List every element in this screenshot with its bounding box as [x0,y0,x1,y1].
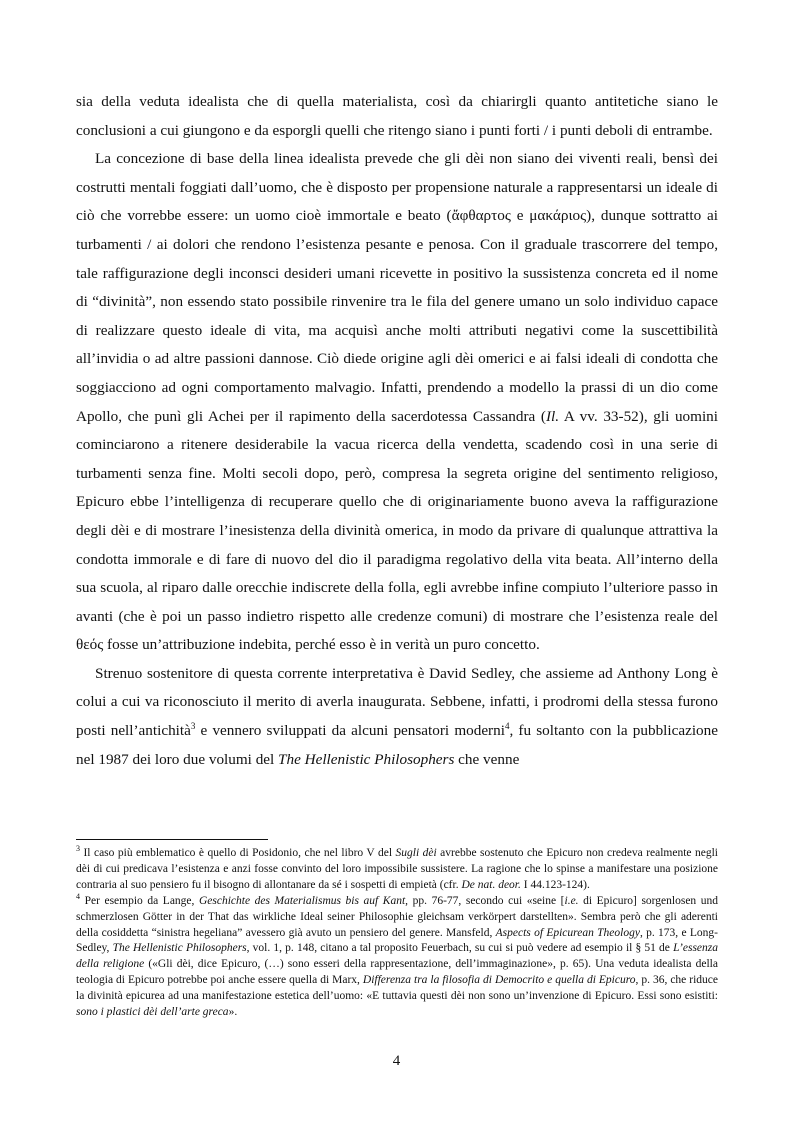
footnote-4-text-h: ». [228,1006,238,1019]
footnote-4-number: 4 [76,891,80,901]
footnote-4-title-1: Geschichte des Materialismus bis auf Kant [198,894,406,907]
paragraph-2 [76,145,718,660]
footnote-3-text-b: avrebbe sostenuto che Epicuro non credeva realmente negli dèi di cui predicava l’esistenza e anzi fosse convinto del loro impossibile sussistere. La ragione che lo spinse a manifestare una posizione contraria al suo pensiero fu il bisogno di allontanare da sé i sospetti di empietà (cfr. [76,847,718,891]
paragraph-1-text: sia della veduta idealista che di quella materialista, così da chiarirgli quanto antitetiche siano le conclusioni a cui giungono e da esporgli quelli che ritengo siano i punti forti / i punti deboli di entrambe. [76,93,718,139]
footnote-ref-4[interactable]: 4 [504,721,510,731]
page-body [76,88,718,774]
footnote-separator [76,839,268,840]
page-number: 4 [392,1053,401,1069]
footnote-3-title: Sugli dèi [395,847,437,859]
paragraph-2-text-a: La concezione di base della linea idealista prevede che gli dèi non siano dei viventi reali, bensì dei costrutti mentali foggiati dall’uomo, che è disposto per propensione naturale a rappresentarsi un ideale di ciò che vorrebbe essere: un uomo cioè immortale e beato (ἄφθαρτος e μακάριος), dunque sottratto ai turbamenti / ai dolori che rendono l’esistenza pesante e penosa. Con il graduale trascorrere del tempo, tale raffigurazione degli inconsci desideri umani ricevette in positivo la sussistenza concreta ed il nome di “divinità”, non essendo stato possibile rinvenire tra le fila del genere umano un solo individuo capace di realizzare questo ideale di vita, ma acquisì anche molti attributi negativi come la suscettibilità all’invidia o ad altre passioni dannose. Ciò diede origine agli dèi omerici e ai falsi ideali di condotta che soggiacciono ad ogni comportamento malvagio. Infatti, prendendo a modello la prassi di un dio come Apollo, che punì gli Achei per il rapimento della sacerdotessa Cassandra ( [76,150,718,425]
footnote-4-text-e: , vol. 1, p. 148, citano a tal proposito Feuerbach, su cui si può vedere ad esempio il § 51 de [246,942,674,955]
footnote-4-text-c: di Epicuro] sorgenlosen und schmerzlosen Götter in der That das wirkliche Ideal seiner Philosophie gleichsam verkörpert darstellten». Sembra però che gli aderenti della cosiddetta “sinistra hegeliana” avessero già avuto un pensiero del genere. Mansfeld, [76,894,718,939]
footnote-3-ref: De nat. deor. [461,878,521,891]
paragraph-3-text-a: Strenuo sostenitore di questa corrente interpretativa è David Sedley, che assieme ad Anthony Long è colui a cui va riconosciuto il merito di averla inaugurata. Sebbene, infatti, i prodromi della stessa furono posti nell’antichità [76,664,718,740]
footnote-4-text-b: , pp. 76-77, secondo cui «seine [ [405,894,565,907]
book-title: The Hellenistic Philosophers [278,750,455,768]
footnote-4-text-f: («Gli dèi, dice Epicuro, (…) sono esseri della rappresentazione, dell’immaginazione», p. 65). Una veduta idealista della teologia di Epicuro potrebbe poi anche essere quella di Marx, [76,958,718,987]
paragraph-3 [76,660,718,774]
footnote-3-number: 3 [76,844,80,854]
footnote-3-text-a: Il caso più emblematico è quello di Posidonio, che nel libro V del [80,847,396,859]
paragraph-3-text-d: che venne [454,750,520,768]
footnote-4-text-g: , p. 36, che riduce la divinità epicurea ad una manifestazione estetica dell’uomo: «E tuttavia questi dèi non sono un’invenzione di Epicuro. Essi sono esistiti: [76,974,719,1003]
footnote-4-text-a: Per esempio da Lange, [80,894,199,907]
footnote-4 [76,891,719,1021]
paragraph-3-text-c: , fu soltanto con la pubblicazione nel 1987 dei loro due volumi del [76,722,718,768]
footnote-4-title-4: L’essenza della religione [76,942,718,971]
iliad-abbrev: Il. [546,407,560,425]
footnote-3 [76,846,718,894]
footnotes [76,846,718,1021]
paragraph-3-text-b: e vennero sviluppati da alcuni pensatori moderni [195,722,505,740]
footnote-4-title-2: Aspects of Epicurean Theology [495,926,640,939]
paragraph-2-text-b: A vv. 33-52), gli uomini cominciarono a ritenere desiderabile la vacua ricerca della vendetta, scadendo così in una serie di turbamenti senza fine. Molti secoli dopo, però, compresa la segreta origine del sentimento religioso, Epicuro ebbe l’intelligenza di recuperare quello che di originariamente buono aveva la raffigurazione degli dèi e di mostrare l’inesistenza della divinità omerica, in modo da privare di qualunque attrattiva la condotta immorale e di fare di nuovo del dio il paradigma regolativo della vita beata. All’interno della sua scuola, al riparo dalle orecchie indiscrete della folla, egli avrebbe infine compiuto l’ulteriore passo in avanti (che è poi un passo indietro rispetto alle credenze comuni) di mostrare che l’esistenza reale del θεός fosse un’attribuzione indebita, perché esso è in verità un puro concetto. [76,407,718,654]
footnote-4-title-5: Differenza tra la filosofia di Democrito e quella di Epicuro [362,974,636,987]
footnote-ref-3[interactable]: 3 [190,721,196,731]
paragraph-1 [76,88,718,145]
footnote-4-text-d: , p. 173, e Long-Sedley, [76,926,718,955]
footnote-4-quote: sono i plastici dèi dell’arte greca [76,1006,229,1019]
footnote-4-title-3: The Hellenistic Philosophers [112,942,247,955]
footnote-3-text-c: I 44.123-124). [520,878,590,891]
footnote-4-ie: i.e. [564,894,579,907]
